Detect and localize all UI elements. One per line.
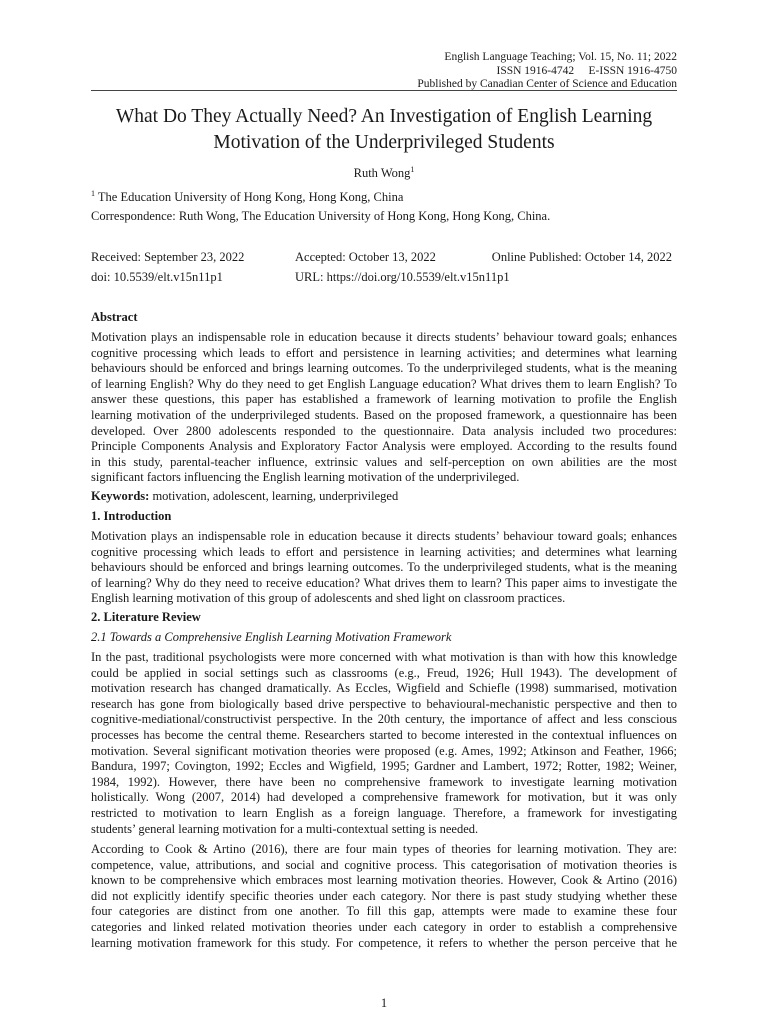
title-line-2: Motivation of the Underprivileged Students xyxy=(213,132,555,153)
abstract-lines-line: significant factors influencing the English learning motivation of the underprivileged. xyxy=(91,470,520,485)
lit-para2-line: categories and linked related motivation theories under each category in order to establish a comprehensive xyxy=(91,919,677,934)
lit-para2-line: known to be comprehensive which embraces most learning motivation theories. However, Cook & Artino (2016) xyxy=(91,873,677,888)
affiliation-text: The Education University of Hong Kong, Hong Kong, China xyxy=(97,190,404,204)
correspondence: Correspondence: Ruth Wong, The Education University of Hong Kong, Hong Kong, China. xyxy=(91,209,551,223)
lit-para1-line: processes has become the central theme. Researchers started to become interested in the contextual influences on xyxy=(91,727,677,742)
intro-lines-line: Motivation plays an indispensable role in education because it directs students’ behaviour toward goals; enhances xyxy=(91,529,677,543)
header-rule xyxy=(91,90,677,91)
paper-title xyxy=(91,104,677,156)
lit-para1-line: cognitive-mediational/constructivist perspective. In the 20th century, the importance of affect and less conscious xyxy=(91,712,677,727)
title-line-1: What Do They Actually Need? An Investigation of English Learning xyxy=(115,106,653,127)
abstract-lines-line: answer these questions, this paper has established a framework of learning motivation to profile the English xyxy=(91,392,677,407)
abstract-lines-line: in this study, parental-teacher influence, extrinsic values and self-perception on own abilities are the most xyxy=(91,454,677,469)
abstract-lines-line: Motivation plays an indispensable role in education because it directs students’ behaviour toward goals; enhances xyxy=(91,330,677,344)
publisher-info: Published by Canadian Center of Science and Education xyxy=(417,78,677,90)
literature-paragraph-1 xyxy=(91,650,677,837)
literature-review-heading: 2. Literature Review xyxy=(91,610,201,624)
introduction-heading: 1. Introduction xyxy=(91,509,172,523)
abstract-lines-line: Principle Components Analysis and Exploratory Factor Analysis were employed. According to the results found xyxy=(91,439,677,454)
lit-para2-line: did not explicitly identify specific theories under each category. Nor there is past study studying whether these xyxy=(91,888,677,903)
abstract-heading: Abstract xyxy=(91,310,138,324)
lit-para1-line: 1984, 1992). However, there have been no comprehensive framework to investigate learning motivation xyxy=(91,774,677,789)
lit-para1-line: students’ general learning motivation for a multi-contextual setting is needed. xyxy=(91,821,479,836)
lit-para1-line: could be applied in social settings such as classrooms (e.g., Freud, 1926; Hull 1943). The development of xyxy=(91,665,677,680)
abstract-lines-line: developed. Over 2800 adolescents responded to the questionnaire. Data analysis included two procedures: xyxy=(91,423,677,438)
author-name: Ruth Wong xyxy=(353,166,411,180)
intro-lines-line: English learning motivation of this group of adolescents and shed light on classroom practices. xyxy=(91,591,566,606)
doi-url[interactable]: URL: https://doi.org/10.5539/elt.v15n11p1 xyxy=(295,270,510,284)
lit-para1-line: motivation. Several significant motivation theories were proposed (e.g. Ames, 1992; Atkinson and Feather, 1966; xyxy=(91,743,677,758)
intro-lines-line: of learning? Why do they need to receive education? What drives them to learn? This paper aims to investigate the xyxy=(91,575,677,590)
keywords-text: motivation, adolescent, learning, underprivileged xyxy=(152,489,399,503)
author xyxy=(91,166,677,181)
introduction-body xyxy=(91,529,677,607)
lit-para1-line: motivation research has changed dramatically. As Eccles, Wigfield and Schiefle (1998) summarised, motivation xyxy=(91,681,677,696)
literature-review-subheading: 2.1 Towards a Comprehensive English Learning Motivation Framework xyxy=(91,630,452,644)
abstract-lines-line: of learning English? Why do they need to get English Language education? What drives them to learn English? To xyxy=(91,376,677,391)
journal-info: English Language Teaching; Vol. 15, No. 11; 2022 xyxy=(444,51,677,63)
abstract-lines-line: cognitive processing which leads to effort and persistence in learning activities; and determines what learning xyxy=(91,345,677,360)
intro-lines-line: behaviours should be enforced and brings learning outcomes. To the underprivileged students, what is the meaning xyxy=(91,560,677,575)
lit-para2-line: competence, value, attributions, and social and cognitive process. This categorisation of motivation theories is xyxy=(91,857,677,872)
page-number: 1 xyxy=(380,996,388,1010)
author-superscript: 1 xyxy=(410,164,415,174)
abstract-body xyxy=(91,330,677,486)
lit-para1-line: holistically. Wong (2007, 2014) had developed a comprehensive framework for motivation, but it was only xyxy=(91,790,677,805)
abstract-lines-line: learning motivation of the underprivileged students. Based on the proposed framework, a questionnaire has been xyxy=(91,407,677,422)
published-date: Online Published: October 14, 2022 xyxy=(491,250,672,264)
issn-info: ISSN 1916-4742 E-ISSN 1916-4750 xyxy=(496,65,677,77)
intro-lines-line: cognitive processing which leads to effort and persistence in learning activities; and determines what learning xyxy=(91,544,677,559)
keywords xyxy=(91,488,398,504)
lit-para1-line: Bandura, 1997; Covington, 1992; Eccles and Wigfield, 1995; Gardner and Lambert, 1972; Rotter, 1982; Weiner, xyxy=(91,759,677,774)
lit-para1-line: research has gone from biologically based drive perspective to behavioural-mechanistic perspective and then to xyxy=(91,696,677,711)
doi: doi: 10.5539/elt.v15n11p1 xyxy=(91,270,223,284)
affiliation-superscript: 1 xyxy=(91,188,95,198)
accepted-date: Accepted: October 13, 2022 xyxy=(295,250,436,264)
affiliation xyxy=(91,189,403,205)
keywords-label: Keywords: xyxy=(91,489,150,503)
lit-para2-line: learning motivation framework for this study. For competence, it refers to whether the person perceive that he xyxy=(91,935,677,950)
abstract-lines-line: behaviours should be enforced and brings learning outcomes. To the underprivileged students, what is the meaning xyxy=(91,361,677,376)
received-date: Received: September 23, 2022 xyxy=(91,250,245,264)
lit-para2-line: According to Cook & Artino (2016), there are four main types of theories for learning motivation. They are: xyxy=(91,842,677,856)
lit-para2-line: four categories are distinct from one another. To fill this gap, attempts were made to examine these four xyxy=(91,904,677,919)
lit-para1-line: restricted to motivation to learn English as a foreign language. Therefore, a framework for investigating xyxy=(91,805,677,820)
literature-paragraph-2 xyxy=(91,842,677,951)
lit-para1-line: In the past, traditional psychologists were more concerned with what motivation is than with how this knowledge xyxy=(91,650,677,664)
